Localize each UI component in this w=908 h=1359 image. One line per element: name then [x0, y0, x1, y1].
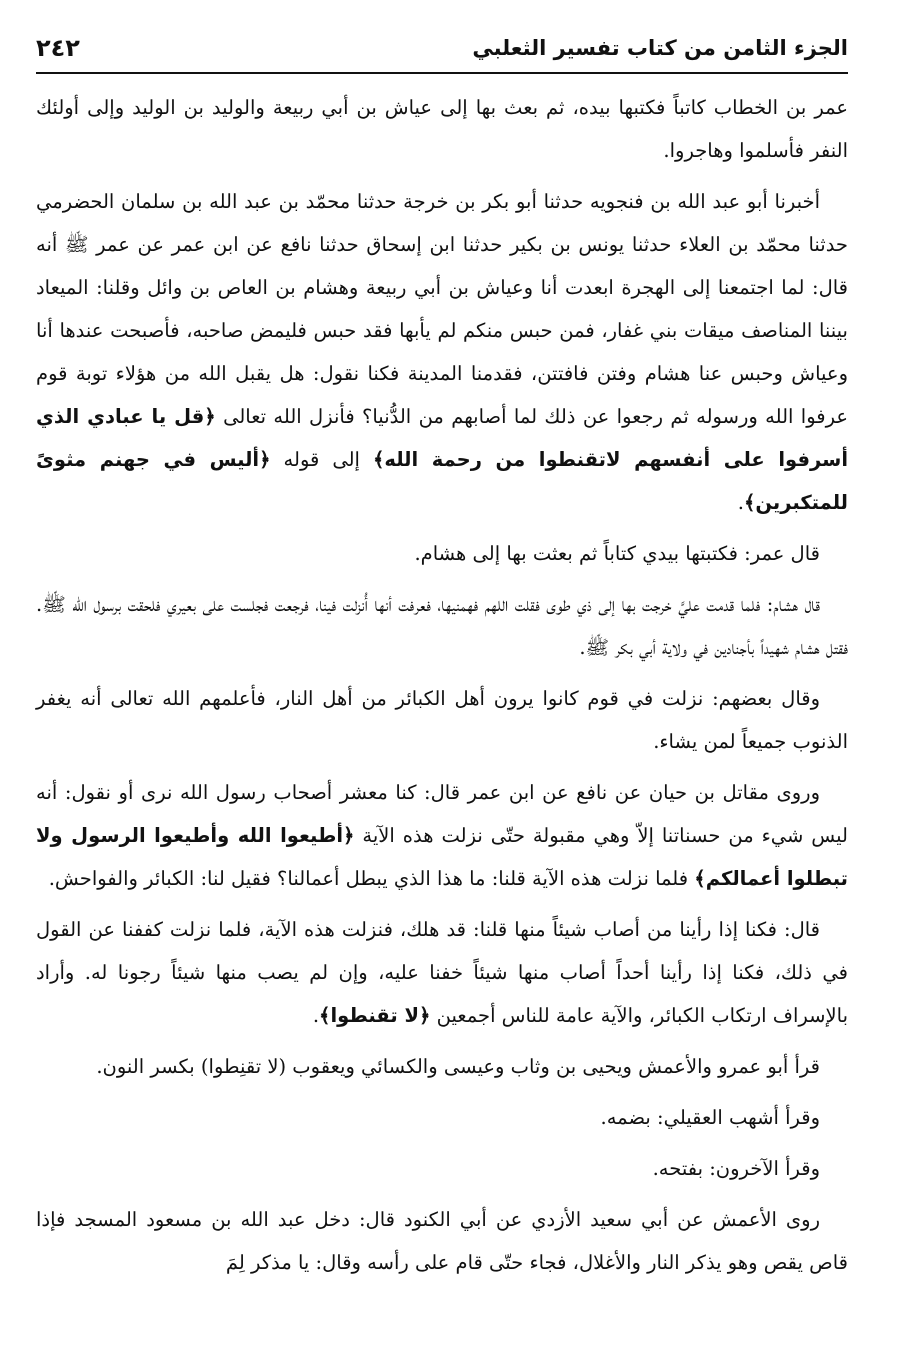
paragraph — [36, 1096, 848, 1139]
paragraph — [36, 1147, 848, 1190]
page-number: ٢٤٢ — [36, 34, 80, 62]
paragraph-text: وروى مقاتل بن حيان عن نافع عن ابن عمر قال: كنا معشر أصحاب رسول الله نرى أو نقول: أنه ليس شيء من حسناتنا إلاّ وهي مقبولة حتّى نزلت هذه الآية — [36, 781, 848, 847]
quran-verse: ﴿قل يا عبادي الذي أسرفوا على أنفسهم لاتقنطوا من رحمة الله﴾ — [36, 405, 849, 471]
paragraph-text: وقال بعضهم: نزلت في قوم كانوا يرون أهل الكبائر من أهل النار، فأعلمهم الله تعالى أنه يغفر الذنوب جميعاً لمن يشاء. — [36, 687, 848, 753]
paragraph-text: أخبرنا أبو عبد الله بن فنجويه حدثنا أبو بكر بن خرجة حدثنا محمّد بن عبد الله بن سلمان الحضرمي حدثنا محمّد بن العلاء حدثنا يونس بن بكير حدثنا ابن إسحاق حدثنا نافع عن ابن عمر عن عمر ﷺ أنه قال: لما اجتمعنا إلى الهجرة ابعدت أنا وعياش بن أبي ربيعة وهشام بن العاص بن وائل وقلنا: الميعاد بيننا المناصف ميقات بني غفار، فمن حبس منكم لم يأبها فقد حبس فليمض صاحبه، فأصبحت عندها أنا وعياش وحبس عنا هشام وفتن فافتتن، فقدمنا المدينة فكنا نقول: هل يقبل الله من هؤلاء توبة قوم عرفوا الله ورسوله ثم رجعوا عن ذلك لما أصابهم من الدُّنيا؟ فأنزل الله تعالى — [36, 190, 848, 428]
paragraph-text: . — [312, 1004, 320, 1027]
paragraph-text: فلما نزلت هذه الآية قلنا: ما هذا الذي يبطل أعمالنا؟ فقيل لنا: الكبائر والفواحش. — [48, 867, 695, 890]
paragraph — [36, 1198, 848, 1284]
paragraph — [36, 771, 848, 900]
paragraph-text: وقرأ الآخرون: بفتحه. — [652, 1157, 820, 1180]
paragraph — [36, 1045, 848, 1088]
paragraph-text: قال: فكنا إذا رأينا من أصاب شيئاً منها قلنا: قد هلك، فنزلت هذه الآية، فلما نزلت كففنا عن القول في ذلك، فكنا إذا رأينا أحداً أصاب منها شيئاً خفنا عليه، وإن لم يصب منها شيئاً رجونا له. وأراد بالإسراف ارتكاب الكبائر، والآية عامة للناس أجمعين — [36, 918, 848, 1027]
paragraph-text: إلى قوله — [270, 448, 373, 471]
body-text — [36, 86, 848, 1292]
paragraph-text: . — [737, 491, 744, 514]
paragraph — [36, 86, 848, 172]
quran-verse: ﴿لا تقنطوا﴾ — [319, 1004, 431, 1027]
paragraph — [36, 583, 848, 669]
quran-verse: ﴿أليس في جهنم مثوىً للمتكبرين﴾ — [36, 448, 848, 514]
paragraph — [36, 532, 848, 575]
paragraph — [36, 180, 848, 524]
paragraph-text: قال هشام: فلما قدمت عليَّ خرجت بها إلى ذي طوى فقلت اللهم فهمنيها، فعرفت أنها أُنزلت فينا، فرجعت فجلست على بعيري فلحقت برسول الله ﷺ. فقتل هشام شهيداً بأجنادين في ولاية أبي بكر ﷺ. — [36, 593, 848, 659]
running-title: الجزء الثامن من كتاب تفسير الثعلبي — [472, 36, 848, 60]
page-header — [36, 24, 848, 74]
quran-verse: ﴿أطيعوا الله وأطيعوا الرسول ولا تبطلوا أعمالكم﴾ — [36, 824, 848, 890]
paragraph-text: روى الأعمش عن أبي سعيد الأزدي عن أبي الكنود قال: دخل عبد الله بن مسعود المسجد فإذا قاص يقص وهو يذكر النار والأغلال، فجاء حتّى قام على رأسه وقال: يا مذكر لِمَ — [36, 1208, 848, 1274]
paragraph — [36, 677, 848, 763]
paragraph-text: وقرأ أشهب العقيلي: بضمه. — [600, 1106, 820, 1129]
paragraph-text: عمر بن الخطاب كاتباً فكتبها بيده، ثم بعث بها إلى عياش بن أبي ربيعة والوليد بن الوليد وإلى أولئك النفر فأسلموا وهاجروا. — [36, 96, 848, 162]
paragraph-text: قرأ أبو عمرو والأعمش ويحيى بن وثاب وعيسى والكسائي ويعقوب (لا تقنِطوا) بكسر النون. — [96, 1055, 820, 1078]
paragraph-text: قال عمر: فكتبتها بيدي كتاباً ثم بعثت بها إلى هشام. — [414, 542, 820, 565]
paragraph — [36, 908, 848, 1037]
